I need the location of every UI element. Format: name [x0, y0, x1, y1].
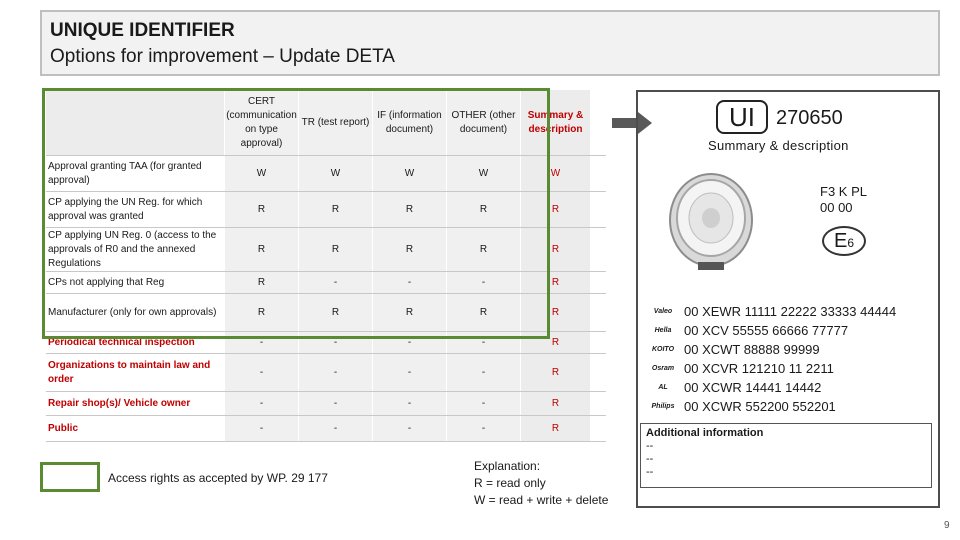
access-cell: R	[446, 192, 520, 227]
row-label: CPs not applying that Reg	[48, 276, 165, 288]
access-cell: R	[298, 228, 372, 271]
marking-line-1: F3 K PL	[820, 184, 867, 199]
matrix-header-row	[46, 90, 606, 156]
title-box	[40, 10, 940, 76]
matrix-corner-cell	[46, 90, 224, 155]
page-number: 9	[944, 520, 950, 531]
matrix-row	[46, 228, 606, 272]
manufacturer-logo-icon: KOITO	[651, 345, 675, 353]
manufacturer-row	[648, 359, 896, 378]
matrix-row	[46, 392, 606, 416]
manufacturer-code: 00 XCWT 88888 99999	[684, 342, 820, 357]
manufacturer-code: 00 XCWR 552200 552201	[684, 399, 836, 414]
explanation-block	[474, 458, 608, 509]
access-cell: -	[372, 354, 446, 391]
access-cell: -	[372, 272, 446, 293]
access-cell: R	[520, 294, 590, 331]
manufacturer-logo-icon: Osram	[651, 364, 675, 372]
matrix-row	[46, 332, 606, 354]
access-cell: -	[224, 392, 298, 415]
row-label: Organizations to maintain law and order	[48, 359, 211, 385]
e-mark-number: 6	[847, 236, 855, 250]
matrix-row	[46, 192, 606, 228]
access-cell: -	[372, 392, 446, 415]
manufacturer-code: 00 XEWR 11111 22222 33333 44444	[684, 304, 897, 319]
manufacturer-logo-icon: Hella	[654, 326, 672, 334]
row-label: Approval granting TAA (for granted approval)	[48, 160, 202, 186]
ui-number: 270650	[776, 107, 843, 129]
access-cell: R	[298, 294, 372, 331]
access-cell: -	[446, 416, 520, 441]
access-matrix	[46, 90, 606, 442]
access-cell: R	[520, 332, 590, 353]
manufacturer-row	[648, 340, 896, 359]
legend-text: Access rights as accepted by WP. 29 177	[108, 471, 328, 485]
column-header-if: IF (information document)	[372, 90, 446, 155]
access-cell: -	[372, 416, 446, 441]
access-cell: R	[372, 192, 446, 227]
row-label: Manufacturer (only for own approvals)	[48, 306, 217, 318]
manufacturer-logo-icon: Philips	[651, 402, 675, 410]
access-cell: R	[224, 192, 298, 227]
access-cell: R	[520, 392, 590, 415]
row-label: Periodical technical inspection	[48, 336, 195, 348]
e-mark-letter: E	[833, 230, 848, 252]
access-cell: R	[520, 228, 590, 271]
matrix-row	[46, 272, 606, 294]
ui-badge: UI	[716, 100, 768, 134]
row-label: CP applying the UN Reg. for which approval was granted	[48, 196, 203, 222]
access-cell: -	[298, 416, 372, 441]
matrix-row	[46, 354, 606, 392]
explanation-write: W = read + write + delete	[474, 493, 609, 507]
access-cell: R	[520, 354, 590, 391]
access-cell: R	[224, 272, 298, 293]
column-header-summary: Summary & description	[520, 90, 590, 155]
slide-title: UNIQUE IDENTIFIER	[50, 20, 235, 41]
marking-line-2: 00 00	[820, 200, 853, 215]
column-header-tr: TR (test report)	[298, 90, 372, 155]
access-cell: R	[446, 228, 520, 271]
access-cell: -	[224, 332, 298, 353]
explanation-read: R = read only	[474, 476, 546, 490]
manufacturer-code: 00 XCWR 14441 14442	[684, 380, 822, 395]
manufacturer-code: 00 XCV 55555 66666 77777	[684, 323, 849, 338]
manufacturer-logo-icon: Valeo	[653, 307, 673, 315]
access-cell: R	[224, 294, 298, 331]
access-cell: -	[446, 272, 520, 293]
access-cell: -	[298, 354, 372, 391]
info-line: --	[646, 440, 654, 452]
access-cell: W	[224, 156, 298, 191]
row-label: Public	[48, 422, 79, 434]
info-line: --	[646, 466, 654, 478]
column-header-other: OTHER (other document)	[446, 90, 520, 155]
access-cell: R	[298, 192, 372, 227]
access-cell: -	[446, 354, 520, 391]
access-cell: -	[224, 354, 298, 391]
manufacturer-code: 00 XCVR 121210 11 2211	[684, 361, 834, 376]
access-cell: -	[298, 272, 372, 293]
access-cell: -	[372, 332, 446, 353]
ui-summary-label: Summary & description	[708, 138, 849, 153]
manufacturer-row	[648, 378, 896, 397]
manufacturer-row	[648, 302, 896, 321]
slide-subtitle: Options for improvement – Update DETA	[50, 46, 395, 67]
access-cell: -	[224, 416, 298, 441]
approval-marking	[820, 184, 867, 216]
manufacturer-logo-icon: AL	[658, 383, 668, 391]
row-label: CP applying UN Reg. 0 (access to the approvals of R0 and the annexed Regulations	[48, 229, 217, 269]
access-cell: R	[520, 416, 590, 441]
manufacturer-row	[648, 397, 896, 416]
access-cell: R	[372, 294, 446, 331]
access-cell: -	[446, 332, 520, 353]
info-line: --	[646, 453, 654, 465]
explanation-title: Explanation:	[474, 459, 541, 473]
access-cell: -	[298, 332, 372, 353]
access-cell: -	[298, 392, 372, 415]
access-cell: W	[520, 156, 590, 191]
matrix-row	[46, 294, 606, 332]
column-header-cert: CERT (communication on type approval)	[224, 90, 298, 155]
legend-swatch	[40, 462, 100, 492]
info-title: Additional information	[646, 427, 764, 439]
access-cell: R	[372, 228, 446, 271]
additional-info-box	[640, 423, 932, 488]
matrix-row	[46, 416, 606, 442]
access-cell: R	[520, 272, 590, 293]
access-cell: -	[446, 392, 520, 415]
manufacturer-code-list	[648, 302, 896, 416]
e-mark-circle	[822, 226, 866, 256]
access-cell: R	[446, 294, 520, 331]
access-cell: R	[520, 192, 590, 227]
manufacturer-row	[648, 321, 896, 340]
access-cell: W	[298, 156, 372, 191]
access-cell: R	[224, 228, 298, 271]
matrix-row	[46, 156, 606, 192]
fog-lamp-image	[668, 162, 754, 272]
access-cell: W	[446, 156, 520, 191]
row-label: Repair shop(s)/ Vehicle owner	[48, 397, 191, 409]
access-cell: W	[372, 156, 446, 191]
